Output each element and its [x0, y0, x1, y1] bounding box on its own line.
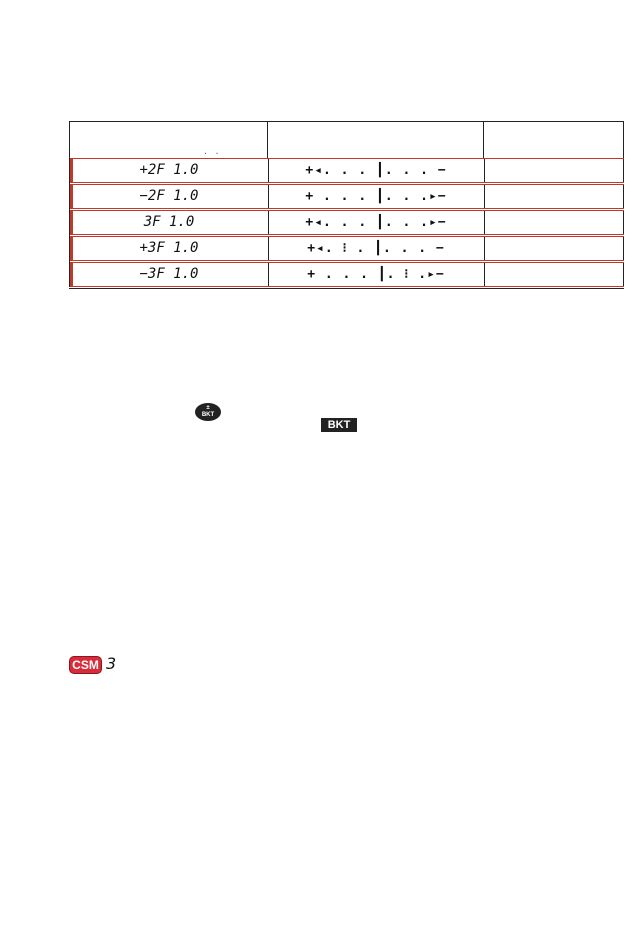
table-header [69, 121, 624, 158]
indicator-cell: + . . . ┃. . .▸− [305, 189, 447, 204]
bkt-button-bottom-label: BKT [201, 412, 215, 418]
table-row [70, 236, 624, 261]
header-divider [267, 122, 268, 158]
csm-badge: CSM [70, 657, 101, 673]
bkt-button-top-label: ± [206, 405, 210, 411]
blank-cell [484, 211, 625, 234]
bracketing-table [69, 121, 624, 289]
table-row [70, 262, 624, 287]
setting-cell: +2F 1.0 [139, 162, 199, 178]
csm-number: 3 [106, 654, 117, 673]
header-divider [483, 122, 484, 158]
table-bottom-rule [69, 288, 624, 289]
table-row [70, 210, 624, 235]
setting-cell: 3F 1.0 [143, 214, 195, 230]
blank-cell [484, 159, 625, 182]
indicator-cell: +◂. ⁝ . ┃. . . − [307, 241, 445, 256]
indicator-cell: +◂. . . ┃. . .▸− [305, 215, 447, 230]
setting-cell: −3F 1.0 [139, 266, 199, 282]
table-row [70, 184, 624, 209]
table-row [70, 158, 624, 183]
indicator-cell: + . . . ┃. ⁝ .▸− [307, 267, 445, 282]
setting-cell: +3F 1.0 [139, 240, 199, 256]
bkt-lcd-icon: BKT [321, 418, 357, 432]
indicator-cell: +◂. . . ┃. . . − [305, 163, 447, 178]
header-mark: · · [203, 149, 221, 158]
bkt-button-icon [195, 403, 221, 421]
blank-cell [484, 263, 625, 286]
blank-cell [484, 185, 625, 208]
table-body [69, 158, 624, 287]
setting-cell: −2F 1.0 [139, 188, 199, 204]
blank-cell [484, 237, 625, 260]
